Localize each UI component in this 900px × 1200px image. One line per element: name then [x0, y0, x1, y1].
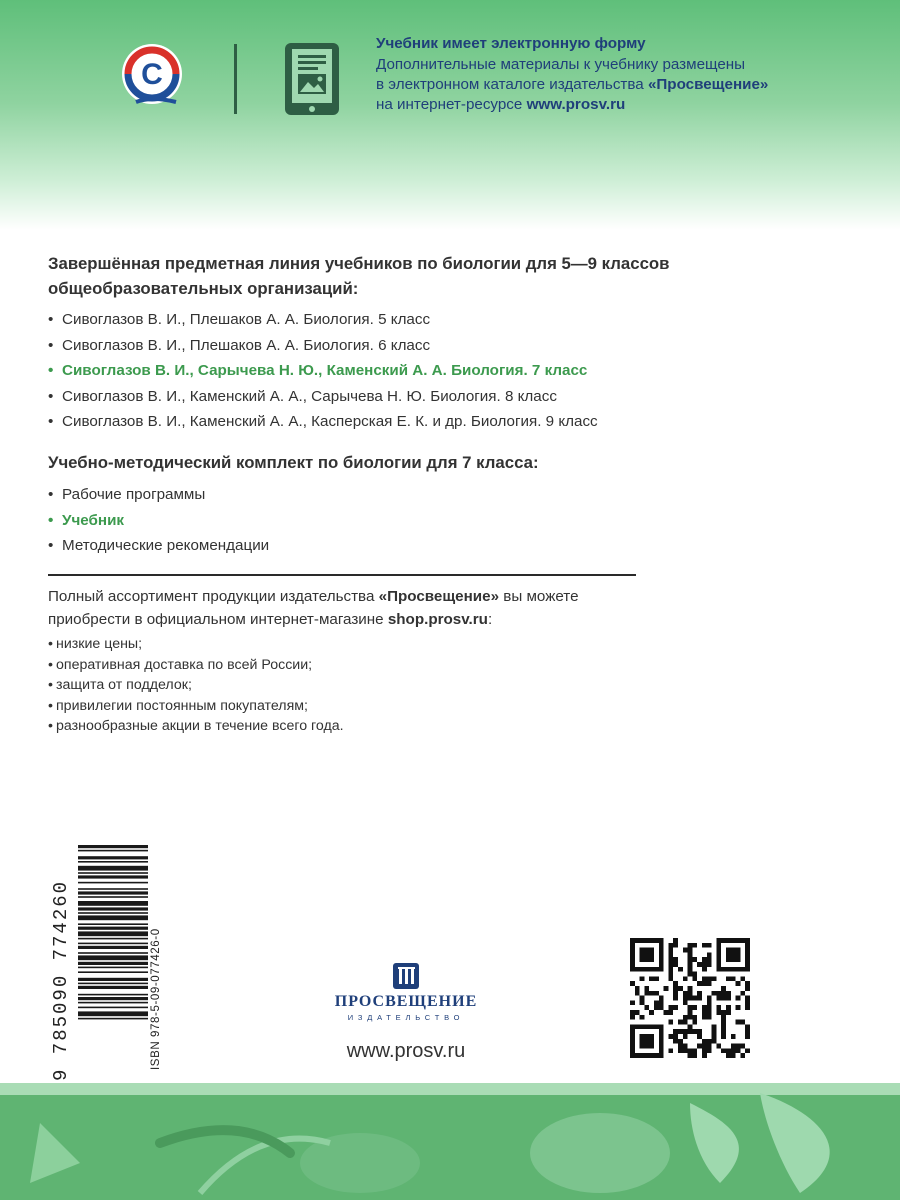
publisher-url[interactable]: www.prosv.ru [346, 1040, 466, 1062]
list-item: • привилегии постоянным покупателям; [48, 697, 308, 714]
section-divider [48, 574, 636, 576]
header-divider [234, 44, 237, 114]
isbn-text: ISBN 978-5-09-077426-0 [150, 928, 162, 1070]
list-item: • оперативная доставка по всей России; [48, 656, 313, 673]
eform-line1: Дополнительные материалы к учебнику размещены [376, 56, 746, 73]
list-item: • Сивоглазов В. И., Плешаков А. А. Биология. 6 класс [48, 336, 431, 354]
list-item-current: • Сивоглазов В. И., Сарычева Н. Ю., Каменский А. А. Биология. 7 класс [48, 362, 588, 379]
eform-line2: в электронном каталоге издательства «Просвещение» [376, 76, 769, 93]
series-list [48, 307, 598, 435]
list-item-current: • Учебник [48, 511, 125, 529]
list-item: • разнообразные акции в течение всего года. [48, 718, 344, 734]
benefits-list [48, 634, 344, 737]
kit-heading: Учебно-методический комплект по биологии для 7 класса: [48, 453, 539, 472]
copyright-circle-logo [118, 38, 190, 114]
publisher-subtitle: ИЗДАТЕЛЬСТВО [347, 1013, 465, 1022]
assortment-text: Полный ассортимент продукции издательства «Просвещение» вы можете приобрести в официальном интернет-магазине shop.prosv.ru: [48, 588, 579, 628]
tablet-icon [284, 42, 340, 116]
list-item: • защита от подделок; [48, 677, 192, 693]
list-item: • Рабочие программы [48, 486, 206, 503]
eform-title: Учебник имеет электронную форму [376, 35, 646, 52]
list-item: • Сивоглазов В. И., Плешаков А. А. Биология. 5 класс [48, 311, 431, 328]
list-item: • Сивоглазов В. И., Каменский А. А., Касперская Е. К. и др. Биология. 9 класс [48, 413, 598, 430]
svg-text:C: C [141, 58, 163, 91]
ean-digits: 9 785090 774260 [50, 879, 72, 1081]
series-heading: Завершённая предметная линия учебников по биологии для 5—9 классов общеобразовательных организаций: [48, 254, 670, 298]
publisher-emblem-icon [393, 963, 419, 989]
electronic-form-notice [376, 34, 836, 115]
list-item: • низкие цены; [48, 636, 143, 652]
bottom-nature-band [0, 1083, 900, 1200]
publisher-name: ПРОСВЕЩЕНИЕ [334, 993, 478, 1010]
list-item: • Сивоглазов В. И., Каменский А. А., Сарычева Н. Ю. Биология. 8 класс [48, 387, 557, 405]
qr-code [630, 938, 750, 1058]
list-item: • Методические рекомендации [48, 537, 270, 554]
kit-list [48, 482, 269, 559]
eform-line3: на интернет-ресурсе www.prosv.ru [376, 96, 626, 113]
publisher-logo [326, 963, 486, 1033]
